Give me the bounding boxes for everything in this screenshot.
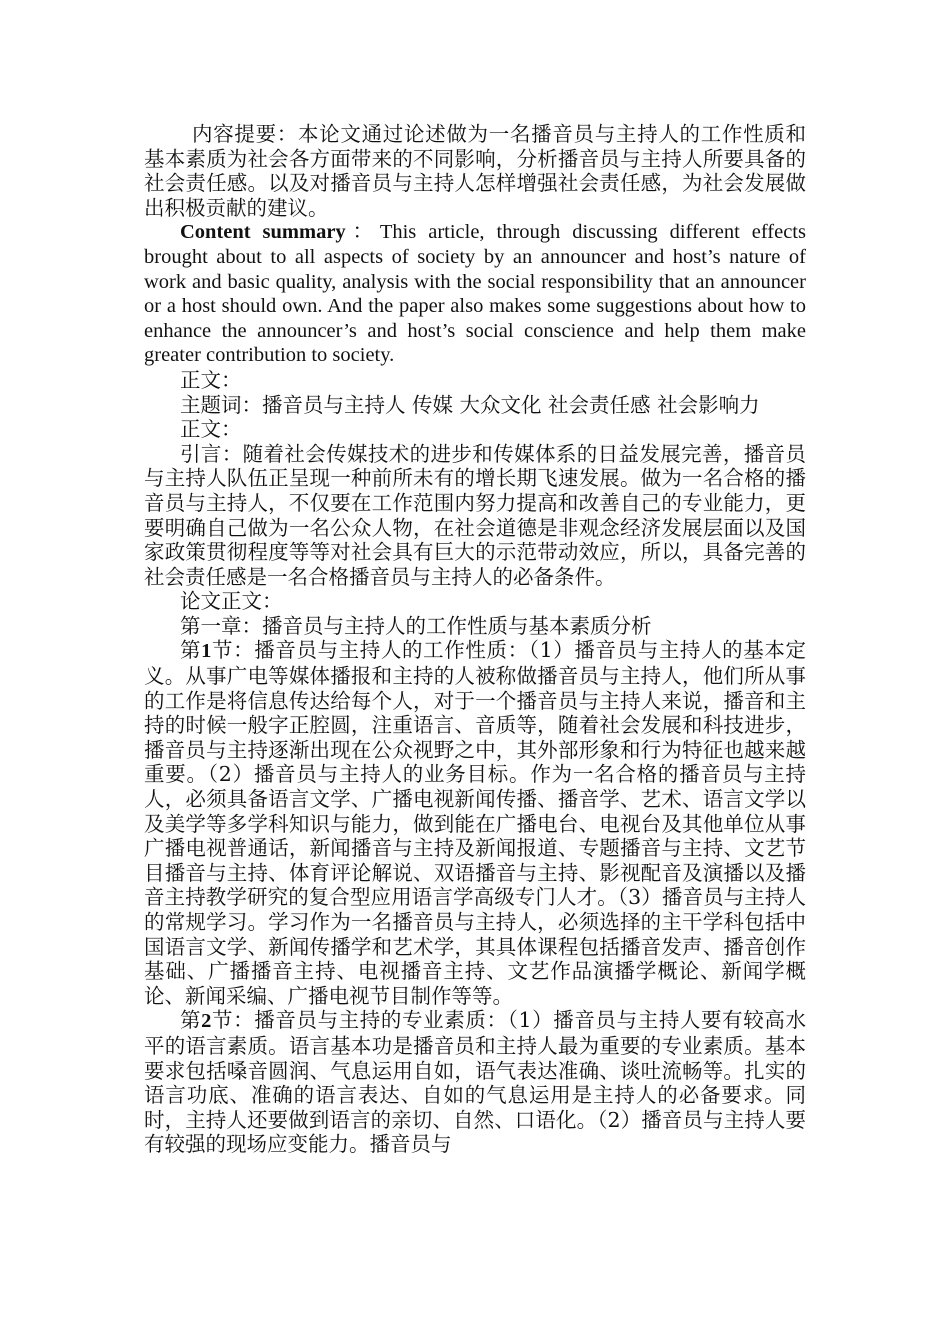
section-1-prefix: 第	[180, 638, 202, 663]
introduction-paragraph: 引言：随着社会传媒技术的进步和传媒体系的日益发展完善，播音员与主持人队伍正呈现一种前所未有的增长期飞速发展。做为一名合格的播音员与主持人，不仅要在工作范围内努力提高和改善自己的专业能力，更要明确自己做为一名公众人物，在社会道德是非观念经济发展层面以及国家政策贯彻程度等等对社会具有巨大的示范带动效应，所以，具备完善的社会责任感是一名合格播音员与主持人的必备条件。	[144, 441, 806, 589]
document-page	[144, 122, 806, 1157]
abstract-english-text: This article, through discussing different effects brought about to all aspects of society by an announcer and host’s nature of work and basic quality, analysis with the social responsibility that an announcer or a host should own. And the paper also makes some suggestions about how to enhance the announcer’s and host’s social conscience and help them make greater contribution to society.	[144, 221, 806, 367]
abstract-chinese	[144, 122, 806, 220]
body-label-2: 正文：	[180, 417, 242, 442]
abstract-english-label: Content summary	[180, 221, 346, 244]
chapter-1-heading: 第一章：播音员与主持人的工作性质与基本素质分析	[180, 613, 652, 638]
section-2-prefix: 第	[180, 1008, 202, 1033]
section-1-text: 节：播音员与主持人的工作性质：（1）播音员与主持人的基本定义。从事广电等媒体播报和主持的人被称做播音员与主持人，他们所从事的工作是将信息传达给每个人，对于一个播音员与主持人来说，播音和主持的时候一般字正腔圆，注重语言、音质等，随着社会发展和科技进步，播音员与主持逐渐出现在公众视野之中，其外部形象和行为特征也越来越重要。（2）播音员与主持人的业务目标。作为一名合格的播音员与主持人，必须具备语言文学、广播电视新闻传播、播音学、艺术、语言文学以及美学等多学科知识与能力，做到能在广播电台、电视台及其他单位从事广播电视普通话，新闻播音与主持及新闻报道、专题播音与主持、文艺节目播音与主持、体育评论解说、双语播音与主持、影视配音及演播以及播音主持教学研究的复合型应用语言学高级专门人才。（3）播音员与主持人的常规学习。学习作为一名播音员与主持人，必须选择的主干学科包括中国语言文学、新闻传播学和艺术学，其具体课程包括播音发声、播音创作基础、广播播音主持、电视播音主持、文艺作品演播学概论、新闻学概论、新闻采编、广播电视节目制作等等。	[144, 638, 807, 1008]
section-2-number: 2	[201, 1010, 212, 1033]
abstract-chinese-text: 本论文通过论述做为一名播音员与主持人的工作性质和基本素质为社会各方面带来的不同影响，分析播音员与主持人所要具备的社会责任感。以及对播音员与主持人怎样增强社会责任感，为社会发展做出积极贡献的建议。	[144, 122, 807, 220]
abstract-english	[144, 220, 806, 368]
body-label-1: 正文：	[180, 367, 242, 392]
section-1-paragraph	[144, 638, 806, 1008]
abstract-english-separator: ：	[345, 221, 380, 244]
keywords: 主题词：播音员与主持人 传媒 大众文化 社会责任感 社会影响力	[180, 392, 760, 417]
section-2-text: 节：播音员与主持的专业素质：（1）播音员与主持人要有较高水平的语言素质。语言基本功是播音员和主持人最为重要的专业素质。基本要求包括嗓音圆润、气息运用自如，语气表达准确、谈吐流畅等。扎实的语言功底、准确的语言表达、自如的气息运用是主持人的必备要求。同时，主持人还要做到语言的亲切、自然、口语化。（2）播音员与主持人要有较强的现场应变能力。播音员与	[144, 1008, 807, 1157]
section-1-number: 1	[201, 640, 212, 663]
abstract-chinese-label: 内容提要：	[192, 122, 298, 146]
main-text-label: 论文正文：	[180, 589, 283, 614]
section-2-paragraph	[144, 1008, 806, 1157]
